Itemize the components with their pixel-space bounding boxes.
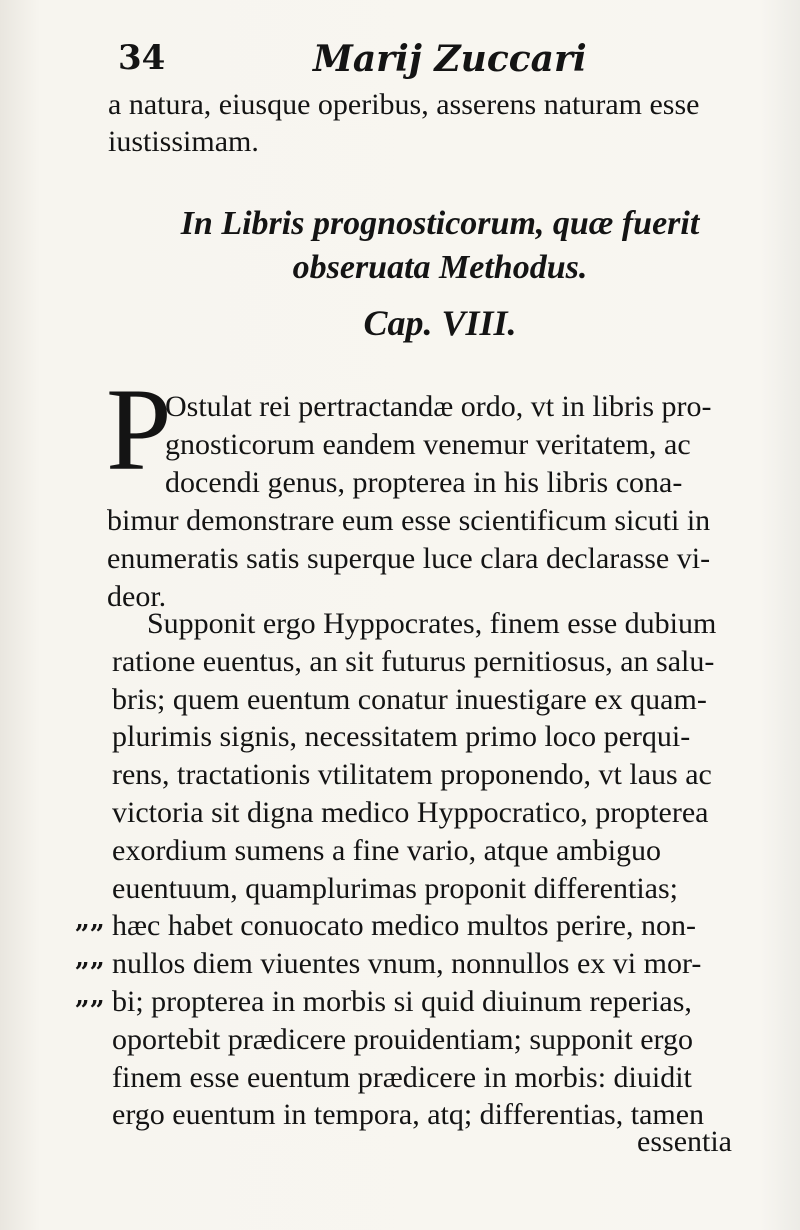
text-line: hæc habet conuocato medico multos perire, non- (112, 909, 696, 943)
text-line: Supponit ergo Hyppocrates, finem esse dubium (147, 607, 717, 640)
text-line: enumeratis satis superque luce clara declarasse vi- (107, 542, 711, 575)
text-line: euentuum, quamplurimas proponit differentias; (112, 871, 678, 905)
page-number: 34 (118, 38, 166, 78)
catchword: essentia (637, 1125, 732, 1158)
paragraph-2 (112, 605, 772, 1134)
intro-text (108, 86, 758, 160)
text-line: iustissimam. (108, 125, 259, 158)
text-line: a natura, eiusque operibus, asserens naturam esse (108, 88, 700, 121)
text-line: bris; quem euentum conatur inuestigare ex quam- (112, 682, 707, 716)
text-line: gnosticorum eandem venemur veritatem, ac (165, 428, 691, 461)
text-line: plurimis signis, necessitatem primo loco perqui- (112, 720, 691, 754)
running-head: Marij Zuccari (313, 38, 587, 80)
text-line: exordium sumens a fine vario, atque ambiguo (112, 833, 662, 867)
text-line: deor. (107, 580, 167, 613)
page-header (118, 38, 768, 88)
drop-cap: P (106, 364, 172, 495)
text-line: ergo euentum in tempora, atq; differentias, tamen (112, 1098, 705, 1132)
text-line: bi; propterea in morbis si quid diuinum reperias, (112, 984, 692, 1018)
text-line: bimur demonstrare eum esse scientificum sicuti in (107, 504, 711, 537)
paragraph-1 (107, 388, 765, 616)
text-line: docendi genus, propterea in his libris cona- (165, 466, 683, 499)
quotation-mark: „„ (75, 943, 105, 973)
quotation-mark: „„ (75, 905, 105, 935)
quotation-mark: „„ (75, 981, 105, 1011)
section-heading-line-2: obseruata Methodus. (292, 249, 588, 286)
text-line: Ostulat rei pertractandæ ordo, vt in libris pro- (165, 390, 712, 423)
chapter-title: Cap. VIII. (363, 303, 517, 343)
text-line: rens, tractationis vtilitatem proponendo, vt laus ac (112, 758, 712, 792)
text-line: victoria sit digna medico Hyppocratico, propterea (112, 795, 709, 829)
text-line: finem esse euentum prædicere in morbis: diuidit (112, 1060, 692, 1094)
section-heading-line-1: In Libris prognosticorum, quæ fuerit (180, 205, 700, 242)
text-line: nullos diem viuentes vnum, nonnullos ex vi mor- (112, 947, 702, 981)
text-line: oportebit prædicere prouidentiam; supponit ergo (112, 1022, 693, 1056)
text-line: ratione euentus, an sit futurus pernitiosus, an salu- (112, 644, 715, 678)
